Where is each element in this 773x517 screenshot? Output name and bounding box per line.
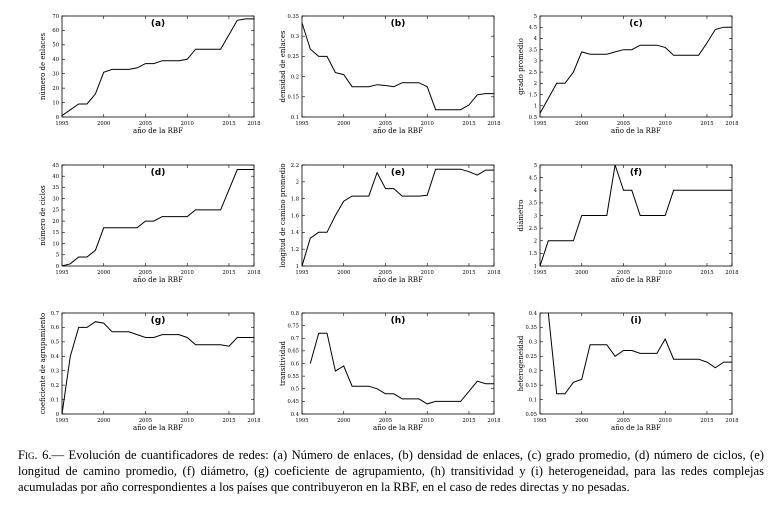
x-tick-label: 2015 [700, 270, 714, 276]
y-tick-label: 2.5 [528, 225, 537, 232]
x-tick-label: 2005 [616, 270, 631, 276]
y-tick-label: 0.8 [290, 310, 299, 317]
x-tick-label: 2005 [616, 121, 631, 127]
x-tick-label: 2010 [420, 270, 434, 276]
y-tick-label: 60 [52, 28, 59, 35]
x-tick-label: 2015 [222, 418, 236, 424]
x-tick-label: 1995 [55, 121, 69, 127]
plot-frame [540, 165, 732, 266]
x-tick-label: 2010 [658, 270, 672, 276]
y-tick-label: 2 [533, 238, 537, 245]
panel-label: (i) [630, 316, 642, 326]
series-line [62, 322, 254, 414]
x-axis-label: año de la RBF [611, 127, 661, 135]
y-tick-label: 0.5 [528, 114, 537, 121]
y-tick-label: 0.7 [50, 310, 59, 317]
y-axis-label: coeficiente de agrupamiento [39, 312, 47, 415]
y-tick-label: 4.5 [528, 175, 537, 182]
x-tick-label: 2018 [487, 418, 501, 424]
x-tick-label: 2015 [700, 121, 714, 127]
series-line [302, 169, 494, 266]
y-tick-label: 45 [52, 162, 59, 169]
y-axis-label: diámetro [517, 199, 525, 232]
y-tick-label: 0.75 [287, 323, 299, 330]
x-tick-label: 2018 [487, 121, 501, 127]
y-tick-label: 0.65 [287, 348, 299, 355]
y-tick-label: 1.4 [290, 230, 299, 237]
x-tick-label: 2010 [658, 121, 672, 127]
x-tick-label: 1995 [55, 270, 69, 276]
x-tick-label: 2005 [378, 418, 393, 424]
x-tick-label: 2018 [725, 121, 739, 127]
y-tick-label: 0 [55, 411, 59, 418]
x-tick-label: 1995 [295, 418, 309, 424]
plot-frame [302, 165, 494, 266]
x-tick-label: 2005 [378, 121, 393, 127]
y-tick-label: 3.5 [528, 200, 537, 207]
x-tick-label: 2000 [97, 270, 111, 276]
x-tick-label: 2018 [247, 121, 261, 127]
y-tick-label: 3.5 [528, 47, 537, 54]
x-tick-label: 1995 [55, 418, 69, 424]
panel-label: (a) [150, 19, 166, 29]
series-line [62, 170, 254, 267]
y-tick-label: 1.8 [290, 196, 299, 203]
y-tick-label: 2.5 [528, 69, 537, 76]
x-tick-label: 2005 [378, 270, 393, 276]
plot-frame [540, 16, 732, 117]
y-tick-label: 1.5 [528, 251, 537, 258]
y-tick-label: 1 [295, 263, 299, 270]
y-tick-label: 0.2 [50, 382, 59, 389]
y-tick-label: 0.3 [50, 368, 59, 375]
y-tick-label: 0.35 [525, 325, 537, 332]
panel-a [39, 14, 261, 135]
caption-text: Evolución de cuantificadores de redes: (a) Número de enlaces, (b) densidad de enlaces, (c) grado promedio, (d) número de ciclos, (e) longitud de camino promedio, (f) diámetro, (g) coeficiente de agrupamiento, (h) transitividad y (i) heterogeneidad, para las redes complejas acumuladas por año correspondientes a los países que contribuyeron en la RBF, en el caso de redes directas y no pesadas. [18, 448, 764, 494]
x-tick-label: 2010 [420, 121, 434, 127]
plot-frame [62, 313, 254, 414]
y-tick-label: 35 [52, 185, 59, 192]
figure-caption [18, 447, 764, 495]
y-tick-label: 3 [533, 213, 537, 220]
series-line [62, 19, 254, 116]
y-tick-label: 0.15 [287, 94, 299, 101]
x-tick-label: 2005 [138, 121, 153, 127]
panel-label: (d) [150, 168, 166, 178]
x-tick-label: 2010 [420, 418, 434, 424]
x-tick-label: 2000 [337, 121, 351, 127]
x-axis-label: año de la RBF [373, 276, 423, 284]
panel-label: (e) [390, 168, 406, 178]
y-tick-label: 0.7 [290, 336, 299, 343]
x-tick-label: 2010 [180, 270, 194, 276]
y-tick-label: 4 [533, 188, 537, 195]
y-tick-label: 50 [52, 42, 59, 49]
y-tick-label: 0.55 [287, 373, 299, 380]
x-tick-label: 2018 [487, 270, 501, 276]
x-axis-label: año de la RBF [133, 127, 183, 135]
y-tick-label: 20 [52, 218, 59, 225]
plot-frame [302, 313, 494, 414]
y-tick-label: 1 [533, 103, 537, 110]
panel-g [39, 311, 261, 432]
y-tick-label: 2 [295, 179, 299, 186]
x-tick-label: 1995 [533, 121, 547, 127]
y-tick-label: 0.25 [287, 54, 299, 61]
y-tick-label: 0 [55, 263, 59, 270]
panel-b [279, 14, 501, 135]
plot-frame [62, 16, 254, 117]
x-tick-label: 2000 [575, 418, 589, 424]
y-tick-label: 0.25 [525, 354, 537, 361]
y-tick-label: 10 [52, 241, 59, 248]
panel-label: (f) [629, 168, 643, 178]
x-tick-label: 2010 [180, 418, 194, 424]
y-tick-label: 0.6 [50, 325, 59, 332]
x-axis-label: año de la RBF [611, 276, 661, 284]
panel-label: (c) [629, 19, 643, 29]
y-tick-label: 1 [533, 263, 537, 270]
caption-label: Fig. 6.— [18, 448, 65, 462]
y-tick-label: 0.3 [528, 339, 537, 346]
series-line [310, 333, 494, 404]
panel-i [517, 311, 739, 432]
y-tick-label: 0.15 [525, 382, 537, 389]
x-axis-label: año de la RBF [133, 276, 183, 284]
series-line [302, 23, 494, 110]
panel-f [517, 163, 739, 284]
y-tick-label: 5 [533, 162, 537, 169]
y-tick-label: 20 [52, 85, 59, 92]
x-tick-label: 1995 [533, 270, 547, 276]
y-axis-label: grado promedio [517, 38, 525, 95]
x-tick-label: 2015 [462, 121, 476, 127]
x-tick-label: 2015 [700, 418, 714, 424]
x-tick-label: 2000 [575, 121, 589, 127]
x-tick-label: 2018 [247, 270, 261, 276]
x-tick-label: 2010 [180, 121, 194, 127]
y-tick-label: 0.1 [50, 397, 59, 404]
y-tick-label: 70 [52, 13, 59, 20]
y-tick-label: 3 [533, 58, 537, 65]
x-tick-label: 2005 [138, 270, 153, 276]
x-tick-label: 2000 [337, 418, 351, 424]
y-tick-label: 0.6 [290, 361, 299, 368]
y-tick-label: 0.05 [525, 411, 537, 418]
y-tick-label: 25 [52, 207, 59, 214]
y-tick-label: 0.5 [290, 386, 299, 393]
x-tick-label: 2018 [725, 270, 739, 276]
y-axis-label: densidad de enlaces [279, 30, 287, 103]
panel-d [39, 163, 261, 284]
y-tick-label: 0.2 [528, 368, 537, 375]
x-tick-label: 2015 [462, 418, 476, 424]
x-axis-label: año de la RBF [133, 424, 183, 432]
y-tick-label: 10 [52, 100, 59, 107]
x-tick-label: 2015 [222, 270, 236, 276]
x-tick-label: 2000 [97, 121, 111, 127]
y-tick-label: 0.45 [287, 399, 299, 406]
y-axis-label: número de ciclos [39, 185, 47, 246]
x-tick-label: 1995 [295, 270, 309, 276]
y-tick-label: 4 [533, 36, 537, 43]
y-tick-label: 40 [52, 174, 59, 181]
y-tick-label: 2.2 [290, 162, 299, 169]
panel-h [279, 311, 501, 432]
y-tick-label: 1.5 [528, 92, 537, 99]
y-tick-label: 5 [533, 13, 537, 20]
y-tick-label: 0.2 [290, 74, 299, 81]
panel-label: (b) [390, 19, 406, 29]
y-tick-label: 1.2 [290, 246, 299, 253]
x-tick-label: 2005 [616, 418, 631, 424]
y-tick-label: 2 [533, 81, 537, 88]
series-line [540, 165, 732, 266]
x-tick-label: 2018 [725, 418, 739, 424]
x-tick-label: 2000 [575, 270, 589, 276]
y-tick-label: 0.1 [290, 114, 299, 121]
plot-frame [302, 16, 494, 117]
x-tick-label: 2010 [658, 418, 672, 424]
plot-frame [62, 165, 254, 266]
x-tick-label: 2000 [97, 418, 111, 424]
y-tick-label: 0.3 [290, 34, 299, 40]
y-tick-label: 40 [52, 57, 59, 64]
panel-e [279, 163, 501, 284]
x-axis-label: año de la RBF [373, 424, 423, 432]
y-tick-label: 0 [55, 114, 59, 121]
x-axis-label: año de la RBF [611, 424, 661, 432]
y-tick-label: 15 [52, 230, 59, 237]
y-tick-label: 0.1 [528, 397, 537, 404]
panel-label: (h) [390, 316, 406, 326]
y-axis-label: longitud de camino promedio [279, 163, 287, 268]
x-tick-label: 1995 [295, 121, 309, 127]
y-axis-label: número de enlaces [39, 32, 47, 101]
panel-c [517, 14, 739, 135]
y-axis-label: transitividad [279, 340, 287, 387]
y-tick-label: 0.4 [528, 310, 537, 317]
x-axis-label: año de la RBF [373, 127, 423, 135]
y-tick-label: 30 [52, 71, 59, 78]
x-tick-label: 1995 [533, 418, 547, 424]
x-tick-label: 2015 [222, 121, 236, 127]
y-tick-label: 1.6 [290, 213, 299, 220]
y-tick-label: 0.35 [287, 13, 299, 20]
y-axis-label: heterogeneidad [517, 335, 525, 392]
y-tick-label: 0.5 [50, 339, 59, 346]
x-tick-label: 2005 [138, 418, 153, 424]
x-tick-label: 2000 [337, 270, 351, 276]
y-tick-label: 5 [55, 252, 59, 259]
y-tick-label: 0.4 [290, 411, 299, 418]
x-tick-label: 2018 [247, 418, 261, 424]
y-tick-label: 30 [52, 196, 59, 203]
plot-frame [540, 313, 732, 414]
x-tick-label: 2015 [462, 270, 476, 276]
series-line [540, 27, 732, 113]
panel-label: (g) [150, 316, 166, 326]
y-tick-label: 4.5 [528, 25, 537, 32]
y-tick-label: 0.4 [50, 354, 59, 361]
